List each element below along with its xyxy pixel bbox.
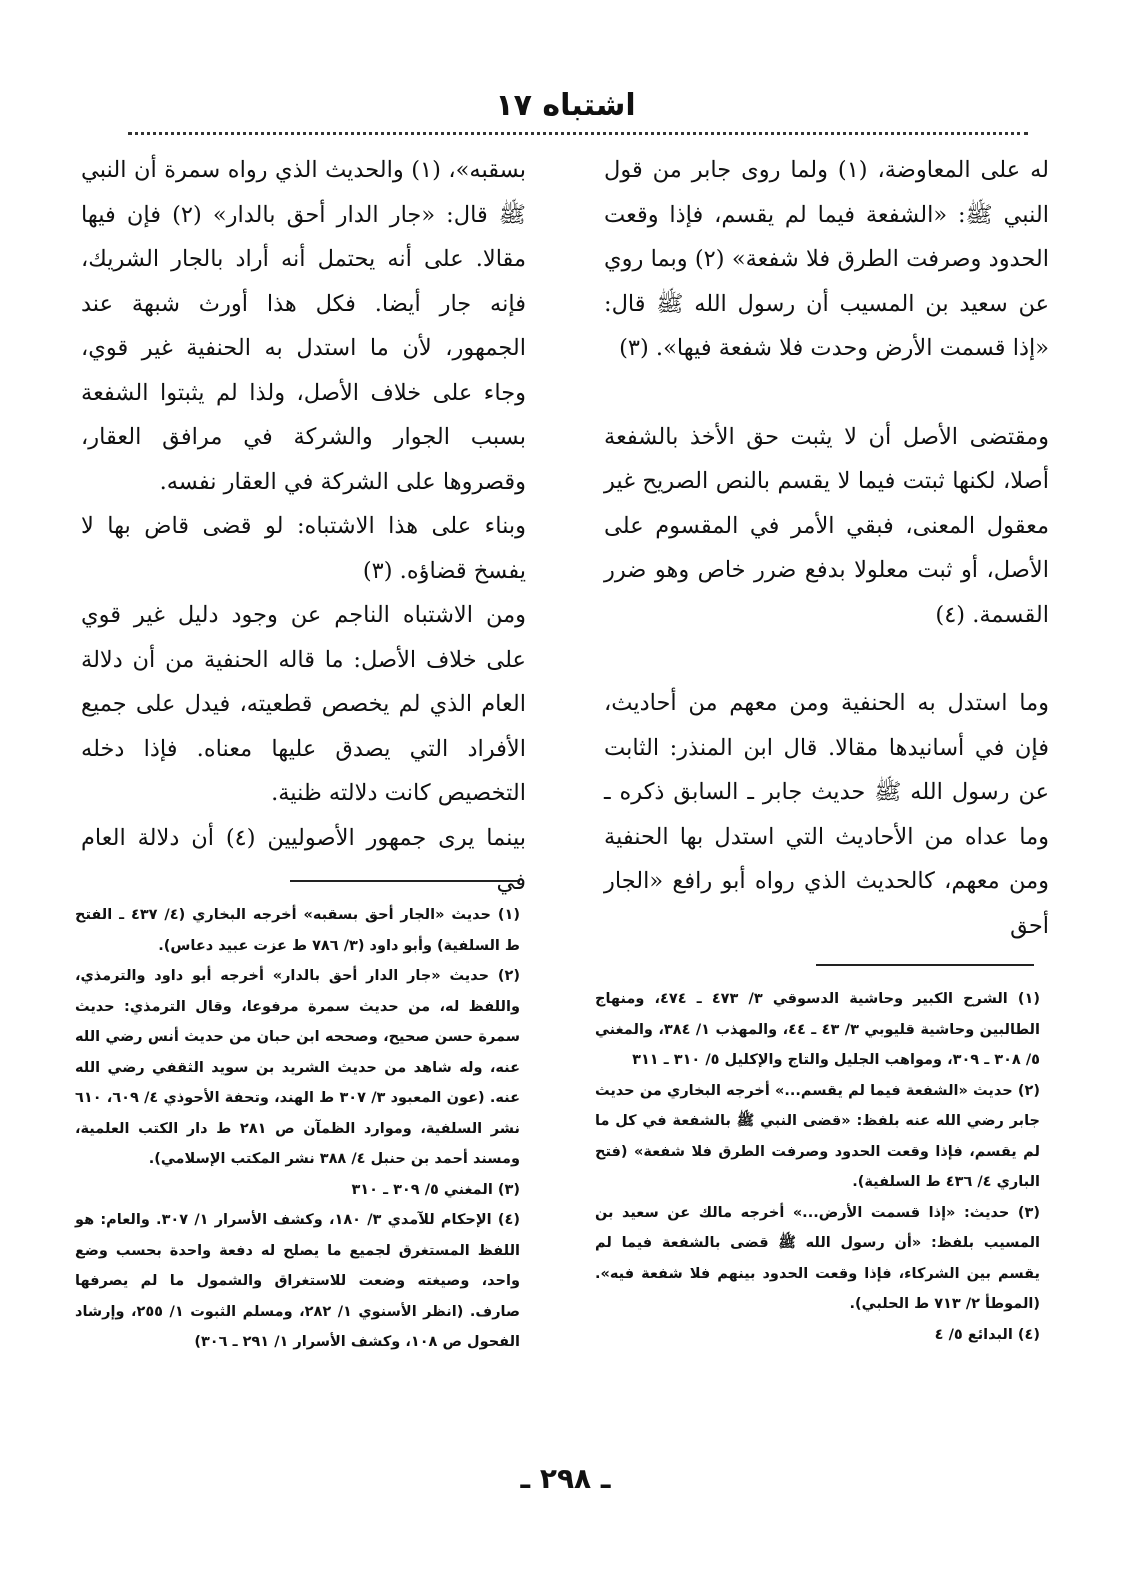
footnote: (٢) حديث «جار الدار أحق بالدار» أخرجه أبو داود والترمذي، واللفظ له، من حديث سمرة مرفوعا، وقال الترمذي: حديث سمرة حسن صحيح، وصححه ابن حبان من حديث أنس رضي الله عنه، وله شاهد من حديث الشريد بن سويد الثقفي رضي الله عنه. (عون المعبود ٣/ ٣٠٧ ط الهند، وتحفة الأحوذي ٤/ ٦٠٩، ٦١٠ نشر السلفية، وموارد الظمآن ص ٢٨١ ط دار الكتب العلمية، ومسند أحمد بن حنبل ٤/ ٣٨٨ نشر المكتب الإسلامي). [75,968,520,1167]
paragraph: وبناء على هذا الاشتباه: لو قضى قاض بها لا يفسخ قضاؤه. (٣) [81,513,526,584]
paragraph: بسقبه»، (١) والحديث الذي رواه سمرة أن النبي ﷺ قال: «جار الدار أحق بالدار» (٢) فإن فيها مقالا. على أنه يحتمل أنه أراد بالجار الشريك، فإنه جار أيضا. فكل هذا أورث شبهة عند الجمهور، لأن ما استدل به الحنفية غير قوي، وجاء على خلاف الأصل، ولذا لم يثبتوا الشفعة بسبب الجوار والشركة في مرافق العقار، وقصروها على الشركة في العقار نفسه. [81,157,526,495]
footnotes-right [595,984,1040,1350]
footnote: (٤) الإحكام للآمدي ٣/ ١٨٠، وكشف الأسرار ١/ ٣٠٧. والعام: هو اللفظ المستغرق لجميع ما يصلح له دفعة واحدة بحسب وضع واحد، وصيغته وضعت للاستغراق والشمول ما لم يصرفها صارف. (انظر الأسنوي ١/ ٢٨٢، ومسلم الثبوت ١/ ٢٥٥، وإرشاد الفحول ص ١٠٨، وكشف الأسرار ١/ ٢٩١ ـ ٣٠٦) [75,1212,520,1350]
footnote: (١) الشرح الكبير وحاشية الدسوقي ٣/ ٤٧٣ ـ ٤٧٤، ومنهاج الطالبين وحاشية قليوبي ٣/ ٤٣ ـ ٤٤، والمهذب ١/ ٣٨٤، والمغني ٥/ ٣٠٨ ـ ٣٠٩، ومواهب الجليل والتاج والإكليل ٥/ ٣١٠ ـ ٣١١ [595,991,1041,1068]
main-column-left [81,148,526,905]
page-number: ـ ٢٩٨ ـ [520,1462,611,1495]
footnote-separator-right [816,964,1034,966]
paragraph: ومقتضى الأصل أن لا يثبت حق الأخذ بالشفعة أصلا، لكنها ثبتت فيما لا يقسم بالنص الصريح غير معقول المعنى، فبقي الأمر في المقسوم على الأصل، أو ثبت معلولا بدفع ضرر خاص وهو ضرر القسمة. (٤) [604,423,1049,628]
main-column-right [604,148,1049,948]
footnote-separator-left [290,880,520,882]
paragraph: له على المعاوضة، (١) ولما روى جابر من قول النبي ﷺ: «الشفعة فيما لم يقسم، فإذا وقعت الحدود وصرفت الطرق فلا شفعة» (٢) وبما روي عن سعيد بن المسيب أن رسول الله ﷺ قال: «إذا قسمت الأرض وحدت فلا شفعة فيها». (٣) [604,157,1050,361]
paragraph: بينما يرى جمهور الأصوليين (٤) أن دلالة العام في [81,824,527,895]
footnote: (١) حديث «الجار أحق بسقبه» أخرجه البخاري (٤/ ٤٣٧ ـ الفتح ط السلفية) وأبو داود (٣/ ٧٨٦ ط عزت عبيد دعاس). [75,907,520,954]
page-header-title: اشتباه ١٧ [495,88,636,123]
header-dotted-rule [128,132,1028,135]
footnote: (٤) البدائع ٥/ ٤ [934,1326,1040,1343]
footnote: (٢) حديث «الشفعة فيما لم يقسم...» أخرجه البخاري من حديث جابر رضي الله عنه بلفظ: «قضى النبي ﷺ بالشفعة في كل ما لم يقسم، فإذا وقعت الحدود وصرفت الطرق فلا شفعة» (فتح الباري ٤/ ٤٣٦ ط السلفية). [595,1082,1040,1190]
footnotes-left [75,900,520,1358]
footnote: (٣) حديث: «إذا قسمت الأرض...» أخرجه مالك عن سعيد بن المسيب بلفظ: «أن رسول الله ﷺ قضى بالشفعة فيما لم يقسم بين الشركاء، فإذا وقعت الحدود بينهم فلا شفعة فيه». (الموطأ ٢/ ٧١٣ ط الحلبي). [595,1204,1040,1312]
paragraph: ومن الاشتباه الناجم عن وجود دليل غير قوي على خلاف الأصل: ما قاله الحنفية من أن دلالة العام الذي لم يخصص قطعيته، فيدل على جميع الأفراد التي يصدق عليها معناه. فإذا دخله التخصيص كانت دلالته ظنية. [81,602,526,806]
paragraph: وما استدل به الحنفية ومن معهم من أحاديث، فإن في أسانيدها مقالا. قال ابن المنذر: الثابت عن رسول الله ﷺ حديث جابر ـ السابق ذكره ـ وما عداه من الأحاديث التي استدل بها الحنفية ومن معهم، كالحديث الذي رواه أبو رافع «الجار أحق [604,690,1049,939]
footnote: (٣) المغني ٥/ ٣٠٩ ـ ٣١٠ [351,1181,520,1198]
